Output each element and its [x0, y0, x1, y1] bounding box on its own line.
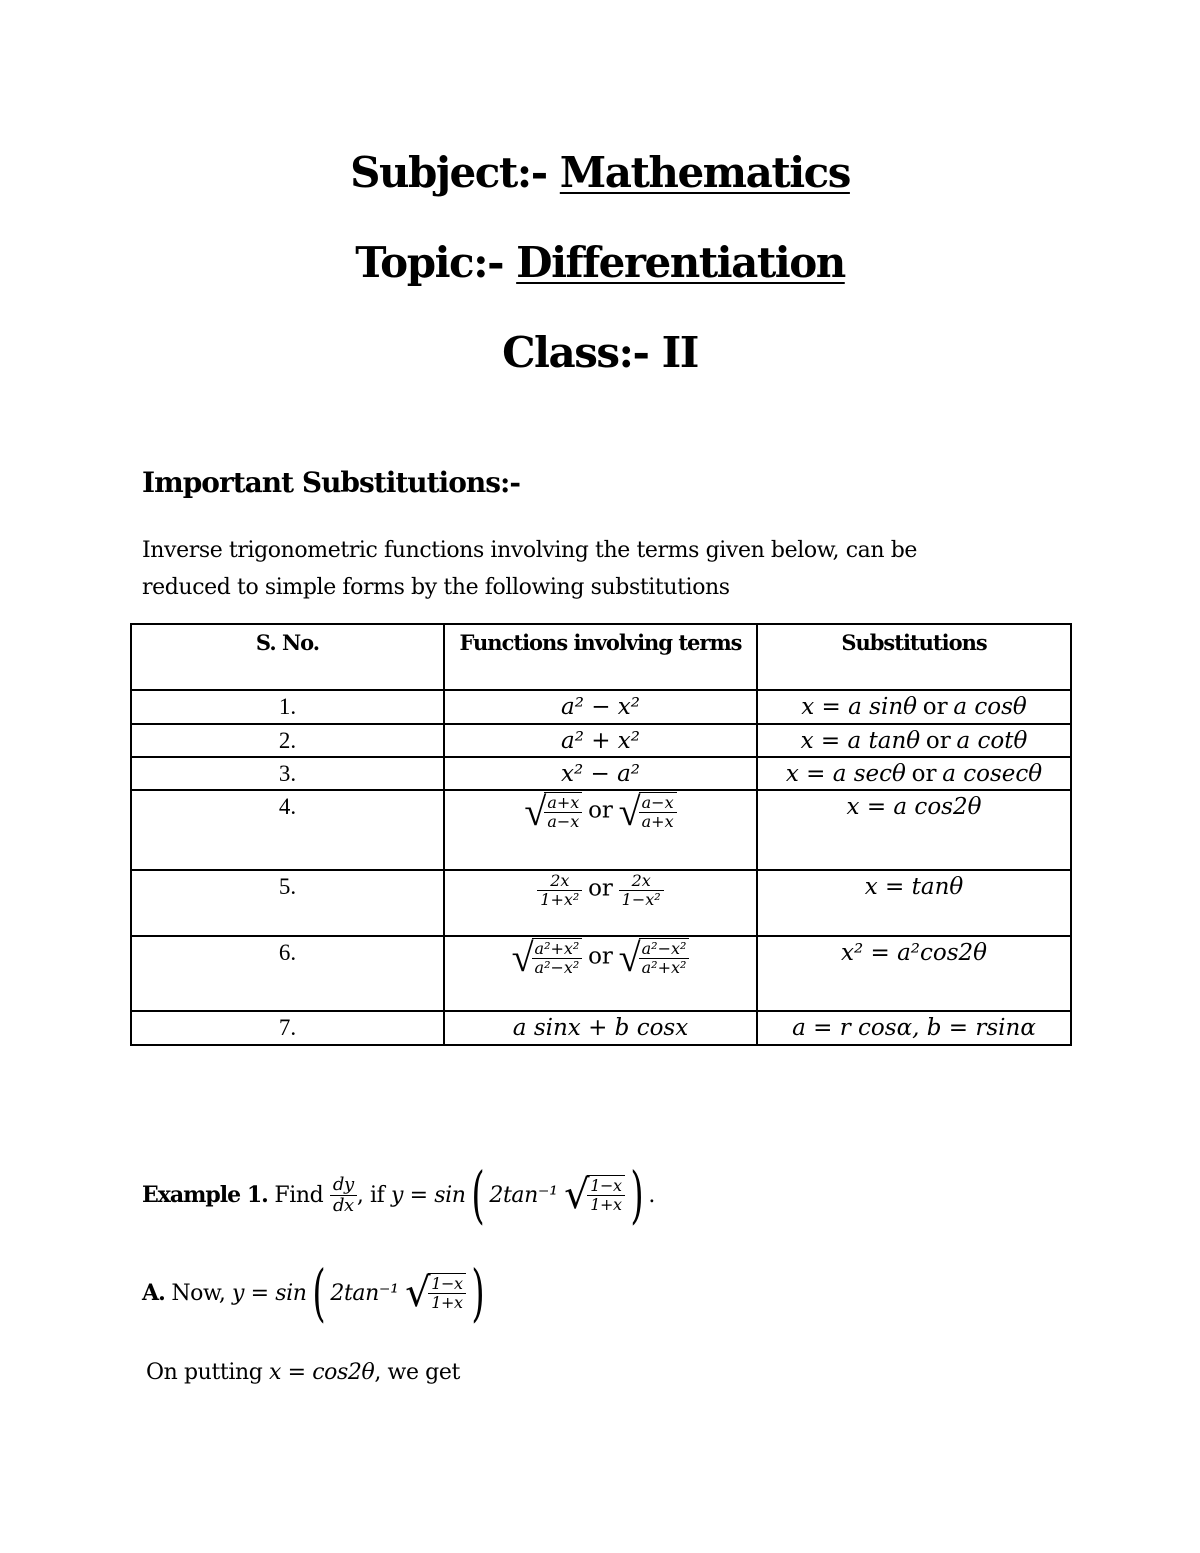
fraction [428, 1275, 465, 1311]
table-row [131, 724, 1071, 757]
tan-inverse-term: 2tan⁻¹ [330, 1280, 399, 1306]
or-word: or [911, 761, 937, 787]
fraction [537, 872, 582, 908]
row-function: a² − x² [444, 690, 757, 724]
sqrt-expression [405, 1270, 466, 1316]
fraction [532, 940, 583, 976]
row-sno: 6. [131, 936, 444, 1011]
intro-line-2: reduced to simple forms by the following substitutions [142, 575, 730, 600]
section-title: Important Substitutions:- [142, 466, 520, 499]
numerator: a²−x² [639, 940, 690, 959]
denominator: a²+x² [641, 958, 687, 977]
row-substitution: a = r cosα, b = rsinα [757, 1011, 1071, 1045]
answer-line [142, 1256, 489, 1329]
radical-sign: √ [511, 935, 534, 980]
derivative-fraction [330, 1175, 357, 1216]
subject-label: Subject:- [350, 148, 547, 197]
row-substitution: x² = a²cos2θ [757, 936, 1071, 1011]
sub-part-b: a cotθ [956, 728, 1028, 754]
denominator: a²−x² [534, 958, 580, 977]
sub-part-b: a cosθ [953, 694, 1027, 720]
radical-sign: √ [564, 1172, 590, 1218]
we-get-text: , we get [374, 1360, 460, 1385]
fraction [544, 794, 582, 830]
close-paren: ) [470, 1256, 485, 1329]
tan-inverse-term: 2tan⁻¹ [489, 1182, 558, 1208]
or-word: or [588, 943, 613, 970]
row-substitution [757, 690, 1071, 724]
find-word: Find [274, 1182, 324, 1208]
denominator: 1+x [431, 1293, 463, 1312]
row-function: x² − a² [444, 757, 757, 790]
numerator: a+x [544, 794, 582, 813]
topic-heading [0, 238, 1200, 287]
table-header-row [131, 624, 1071, 690]
header-substitutions: Substitutions [757, 624, 1071, 690]
sqrt-expression [618, 789, 677, 834]
sqrt-expression [564, 1172, 625, 1218]
numerator: dy [330, 1175, 357, 1196]
class-value: II [661, 328, 698, 377]
substitutions-table [130, 623, 1072, 1046]
row-substitution: x = tanθ [757, 870, 1071, 936]
row-substitution [757, 724, 1071, 757]
subject-heading [0, 148, 1200, 197]
topic-label: Topic:- [355, 238, 504, 287]
row-function [444, 790, 757, 870]
table-row [131, 790, 1071, 870]
or-word: or [922, 694, 948, 720]
table-row [131, 690, 1071, 724]
sub-part-a: x = a tanθ [800, 728, 921, 754]
row-function [444, 870, 757, 936]
row-sno: 3. [131, 757, 444, 790]
denominator: 1+x² [540, 889, 580, 909]
row-sno: 4. [131, 790, 444, 870]
fraction [587, 1177, 624, 1213]
fraction [639, 940, 690, 976]
row-function [444, 936, 757, 1011]
class-heading [0, 328, 1200, 377]
table-row [131, 936, 1071, 1011]
putting-line [146, 1360, 460, 1385]
row-sno: 7. [131, 1011, 444, 1045]
example-label: Example 1. [142, 1182, 268, 1208]
y-equals-sin: y = sin [391, 1182, 466, 1208]
close-paren: ) [629, 1158, 644, 1231]
table-row [131, 1011, 1071, 1045]
header-sno: S. No. [131, 624, 444, 690]
open-paren: ( [470, 1158, 484, 1231]
sqrt-expression [618, 935, 690, 980]
radical-sign: √ [618, 935, 641, 980]
table-row [131, 757, 1071, 790]
row-substitution [757, 757, 1071, 790]
denominator: 1−x² [621, 889, 661, 909]
row-function: a² + x² [444, 724, 757, 757]
denominator: a+x [641, 812, 674, 831]
radical-sign: √ [618, 789, 641, 834]
sub-part-a: x = a sinθ [801, 694, 917, 720]
class-label: Class:- [502, 328, 649, 377]
sqrt-expression [524, 789, 582, 834]
fraction [619, 872, 664, 908]
topic-value: Differentiation [516, 238, 845, 287]
row-sno: 2. [131, 724, 444, 757]
intro-paragraph [142, 532, 1042, 606]
numerator: 2x [537, 872, 582, 891]
numerator: a²+x² [532, 940, 583, 959]
intro-line-1: Inverse trigonometric functions involving the terms given below, can be [142, 538, 918, 563]
radical-sign: √ [405, 1270, 431, 1316]
comma-if: , if [356, 1182, 385, 1208]
denominator: 1+x [590, 1195, 622, 1214]
or-word: or [925, 728, 951, 754]
or-word: or [588, 797, 613, 824]
table-row [131, 870, 1071, 936]
substitution-expr: x = cos2θ [269, 1360, 375, 1385]
row-sno: 5. [131, 870, 444, 936]
header-functions: Functions involving terms [444, 624, 757, 690]
subject-value: Mathematics [559, 148, 850, 197]
radical-sign: √ [524, 789, 547, 834]
now-word: Now, [171, 1280, 226, 1306]
sub-part-a: x = a secθ [785, 761, 906, 787]
numerator: 1−x [587, 1177, 624, 1196]
numerator: 2x [619, 872, 664, 891]
denominator: a−x [547, 812, 580, 831]
numerator: 1−x [428, 1275, 465, 1294]
row-substitution: x = a cos2θ [757, 790, 1071, 870]
open-paren: ( [311, 1256, 326, 1329]
or-word: or [588, 875, 613, 902]
sub-part-b: a cosecθ [942, 761, 1043, 787]
period: . [648, 1182, 655, 1208]
answer-label: A. [142, 1280, 165, 1306]
numerator: a−x [639, 794, 677, 813]
row-sno: 1. [131, 690, 444, 724]
row-function: a sinx + b cosx [444, 1011, 757, 1045]
sqrt-expression [511, 935, 583, 980]
putting-text: On putting [146, 1360, 263, 1385]
fraction [639, 794, 677, 830]
example-1 [142, 1158, 655, 1231]
y-equals-sin: y = sin [232, 1280, 307, 1306]
denominator: dx [332, 1194, 354, 1216]
